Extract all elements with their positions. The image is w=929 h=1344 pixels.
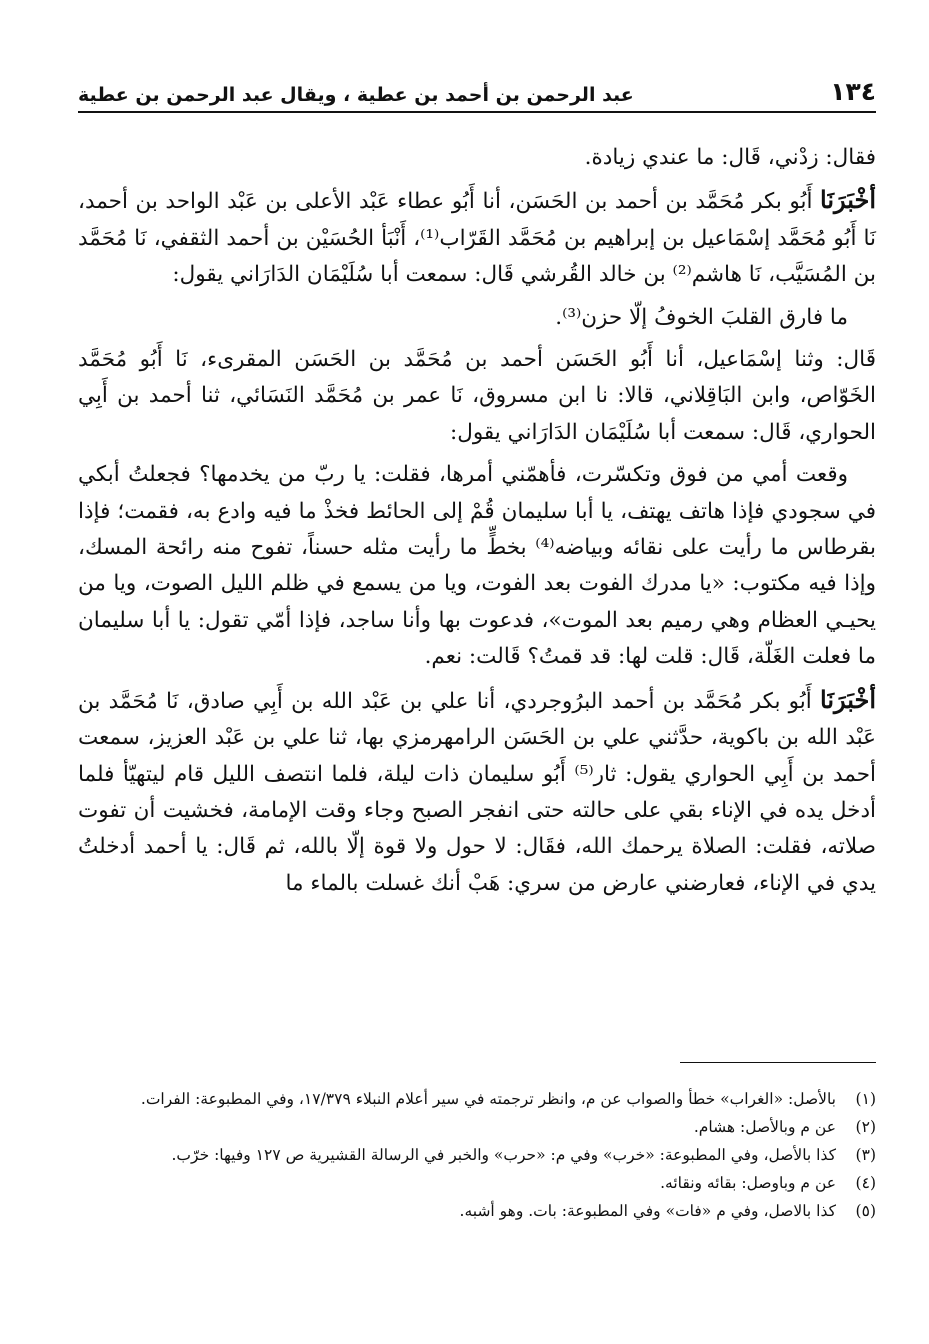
paragraph-text: أَبُو بكر مُحَمَّد بن أحمد البرُوجردي، أنا علي بن عَبْد الله بن أَبِي صادق، نَا مُحَمَّد بن عَبْد الله بن باكوية، حدَّثني علي بن الحَسَن الرامهرمزي بها، ثنا علي بن عَبْد العزيز، سمعت أحمد بن أَبِي الحواري يقول: ثار⁽⁵⁾ أَبُو سليمان ذات ليلة، فلما انتصف الليل قام ليتهيّأ فلما أدخل يده في الإناء بقي على حالته حتى انفجر الصبح وجاء وقت الإمامة، فخشيت أن تفوت صلاته، فقلت: الصلاة يرحمك الله، فقَال: لا حول ولا قوة إلّا بالله، ثم قَال: يا أحمد أدخلتُ يدي في الإناء، فعارضني عارض من سري: هَبْ أنك غسلت بالماء ما: [78, 688, 876, 896]
paragraph-text: وقعت أمي من فوق وتكسّرت، فأهمّني أمرها، فقلت: يا ربّ من يخدمها؟ فجعلتُ أبكي في سجودي فإذا هاتف يهتف، يا أبا سليمان قُمْ إلى الحائط فخذْ ما فيه وادع به، فقمت؛ فإذا بقرطاس ما رأيت على نقائه وبياضه⁽⁴⁾ بخطٍّ ما رأيت مثله حسناً، تفوح منه رائحة المسك، وإذا فيه مكتوب: «يا مدرك الفوت بعد الفوت، ويا من يسمع في ظلم الليل الصوت، ويا من يحيـي العظام وهي رميم بعد الموت»، فدعوت بها وأنا ساجد، فإذا أمّي تقول: يا أبا سليمان ما فعلت الغَلّة، قَال: قلت لها: قد قمتُ؟ قَالت: نعم.: [78, 462, 876, 670]
footnote-text: كذا بالاصل، وفي م «فات» وفي المطبوعة: بات. وهو أشبه.: [459, 1202, 836, 1220]
footnote: [90, 1198, 876, 1224]
footnote-text: كذا بالأصل، وفي المطبوعة: «خرب» وفي م: «حرب» والخبر في الرسالة القشيرية ص ١٢٧ وفيها: خرّب.: [171, 1146, 836, 1164]
footnote-number: (٢): [855, 1118, 876, 1136]
footnote-divider: [680, 1062, 876, 1063]
paragraph-text: أَبُو بكر مُحَمَّد بن أحمد بن الحَسَن، أنا أَبُو عطاء عَبْد الأعلى بن عَبْد الواحد بن أحمد، نَا أَبُو مُحَمَّد إسْمَاعيل بن إبراهيم بن مُحَمَّد القَرّاب⁽¹⁾، أَنْبَأ الحُسَيْن بن أحمد الثقفي، نَا مُحَمَّد بن المُسَيَّب، نَا هاشم⁽²⁾ بن خالد القُرشي قَال: سمعت أبا سُلَيْمَان الدَارَاني يقول:: [78, 189, 877, 288]
footnote-text: عن م وباوصل: بقائه ونقائه.: [660, 1174, 836, 1192]
paragraph-text: قَال: وثنا إسْمَاعيل، أنا أَبُو الحَسَن أحمد بن مُحَمَّد بن الحَسَن المقرىء، نَا أَبُو مُحَمَّد الخَوّاص، وابن البَاقِلاني، قالا: نا ابن مسروق، نَا عمر بن مُحَمَّد النَسَائي، ثنا أحمد بن أَبِي الحواري، قَال: سمعت أبا سُلَيْمَان الدَارَاني يقول:: [78, 347, 876, 445]
paragraph-text: فقال: زدْني، قَال: ما عندي زيادة.: [584, 145, 876, 170]
paragraph-lead-word: أخْبَرَنَا: [820, 185, 876, 215]
paragraph: [78, 300, 876, 336]
paragraph: [78, 457, 876, 675]
footnote: [90, 1086, 876, 1112]
paragraph-text: ما فارق القلبَ الخوفُ إلّا حزن⁽³⁾.: [555, 304, 848, 330]
page-number: ١٣٤: [830, 77, 876, 106]
footnote-number: (٤): [855, 1174, 876, 1192]
footnote: [90, 1170, 876, 1196]
paragraph-lead-word: أخْبَرَنَا: [820, 684, 876, 714]
running-title: عبد الرحمن بن أحمد بن عطية ، ويقال عبد الرحمن بن عطية: [78, 84, 634, 106]
footnote-number: (٥): [855, 1202, 876, 1220]
footnote-number: (٣): [855, 1146, 876, 1164]
paragraph: [78, 342, 876, 451]
footnote-text: بالأصل: «الغراب» خطأ والصواب عن م، وانظر ترجمته في سير أعلام النبلاء ١٧/٣٧٩، وفي المطبوعة: الفرات.: [140, 1090, 836, 1108]
page-header: [78, 66, 876, 106]
paragraph: [78, 182, 876, 293]
footnotes: [90, 1086, 876, 1226]
paragraph: [78, 140, 876, 176]
footnote-text: عن م وبالأصل: هشام.: [693, 1118, 836, 1136]
footnote: [90, 1114, 876, 1140]
header-divider: [78, 111, 876, 113]
footnote-number: (١): [855, 1090, 876, 1108]
paragraph: [78, 682, 876, 902]
main-text: [78, 140, 876, 908]
footnote: [90, 1142, 876, 1168]
